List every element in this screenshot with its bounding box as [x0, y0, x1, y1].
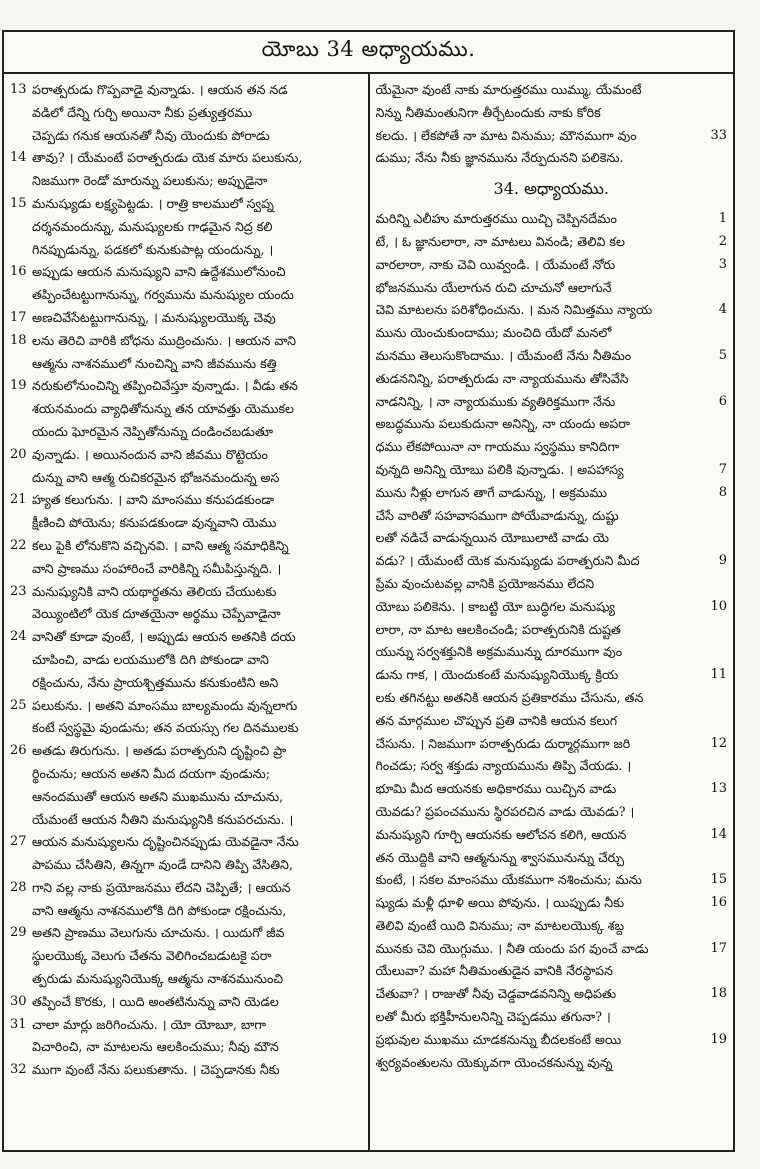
verse-number	[709, 368, 727, 391]
line-text: వడు? । యేమంటే యెక మనుష్యుడు పరాత్పరుని మీద	[375, 553, 640, 569]
text-line	[376, 778, 728, 801]
verse-number	[709, 436, 727, 459]
text-line	[10, 193, 362, 216]
text-line	[10, 809, 362, 832]
line-text: పరాత్పరుడు గొప్పవాడై వున్నాడు. । ఆయన తన నడ	[32, 82, 288, 97]
text-line	[10, 831, 362, 854]
verse-number: 21	[10, 492, 27, 508]
text-line	[10, 512, 362, 535]
verse-number	[10, 900, 32, 923]
line-text: చేసును. । నిజముగా పరాత్పరుడు దుర్మార్గముగా జరి	[375, 735, 631, 751]
text-line	[10, 740, 362, 763]
verse-number	[10, 763, 32, 786]
verse-number	[10, 854, 32, 877]
text-line	[10, 717, 362, 740]
line-text: మును యెంచుకుందాము; మంచిది యేదో మనలో	[375, 325, 612, 341]
page-header	[4, 32, 733, 74]
text-line	[376, 368, 728, 391]
verse-number	[709, 1052, 727, 1075]
verse-number	[709, 641, 727, 664]
text-line	[10, 125, 362, 148]
verse-number: 11	[710, 667, 727, 683]
line-text: కలు పైకి లోనుకొని వచ్చినవి. । వాని ఆత్మ సమాధికిన్ని	[32, 537, 289, 553]
text-line	[10, 79, 362, 102]
text-line	[10, 353, 362, 376]
page-title: యోబు 34 అధ్యాయము.	[261, 37, 476, 61]
text-line	[10, 535, 362, 558]
text-line	[10, 1059, 362, 1082]
verse-number	[709, 687, 727, 710]
verse-number	[10, 717, 32, 740]
text-line	[376, 824, 728, 847]
line-text: వాని ప్రాణము సంహారించే వారికిన్ని సమీపిస్తున్నది. ।	[32, 560, 282, 576]
line-text: లతో మీరు భక్తిహీనులనిన్ని చెప్పడము తగునా? ।	[375, 1009, 611, 1025]
verse-number	[709, 102, 727, 125]
scan-edge	[0, 0, 760, 30]
verse-number	[10, 102, 32, 125]
line-text: అబద్ధమును పలుకుదునా అనిన్ని, నా యందు అపరా	[375, 416, 631, 432]
line-text: డును గాక, । యెందుకంటే మనుష్యునియొక్క క్రియ	[375, 667, 619, 683]
text-line	[376, 664, 728, 687]
chapter-heading: 34. అధ్యాయము.	[493, 179, 609, 199]
text-line	[10, 968, 362, 991]
line-text: కలదు. । లేకపోతే నా మాట వినుము; మౌనముగా వుం	[375, 127, 637, 143]
line-text: తెలివి వుంటే యిది వినుము; నా మాటలయొక్క శబ్ద	[375, 917, 625, 933]
verse-number	[709, 527, 727, 550]
text-line	[376, 960, 728, 983]
line-text: ఆనందముతో ఆయన అతని ముఖమును చూచును,	[32, 788, 284, 804]
line-text: నాడనిన్ని, । నా న్యాయముకు వ్యతిరిక్తముగా నేను	[375, 393, 616, 409]
text-line	[376, 102, 728, 125]
line-text: లతో నడిచే వాడున్నయిన యోబులాటి వాడు యె	[375, 530, 609, 546]
line-text: చెప్పడు గనుక ఆయనతో నీవు యెందుకు పోరాడు	[32, 127, 270, 143]
verse-number: 2	[718, 233, 727, 249]
line-text: తావు? । యేమంటే పరాత్పరుడు యెక మారు పలుకును,	[32, 150, 303, 166]
verse-number: 6	[718, 393, 727, 409]
text-line	[376, 573, 728, 596]
verse-number: 27	[10, 834, 27, 850]
line-text: గినప్పుడున్ను, పడకలో కునుకుపాట్ల యందున్ను, ।	[32, 241, 274, 257]
line-text: మనుష్యునికి వాని యథార్థతను తెలియ చేయుటకు	[32, 583, 277, 599]
line-text: డుము; నేను నీకు జ్ఞానమును నేర్పుదునని పలికెను.	[375, 150, 624, 166]
text-line	[10, 467, 362, 490]
text-line	[10, 444, 362, 467]
verse-number: 26	[10, 743, 27, 759]
text-line	[376, 938, 728, 961]
text-line	[10, 330, 362, 353]
verse-number	[709, 505, 727, 528]
text-line	[376, 596, 728, 619]
line-text: గించడు; సర్వ శక్తుడు న్యాయమును తిప్పి వేయడు. ।	[375, 758, 632, 774]
line-text: నరుకులోనుంచిన్ని తప్పించివేస్తూ వున్నాడు. । వీడు తన	[32, 378, 298, 394]
line-text: టే, । ఓ జ్ఞానులారా, నా మాటలు వినండి; తెలివి కల	[375, 233, 625, 249]
verse-number: 22	[10, 537, 27, 553]
text-line	[10, 307, 362, 330]
text-line	[10, 375, 362, 398]
line-text: యందు ఘోరమైన నెప్పితోనున్ను దండించబడుతూ	[32, 423, 274, 439]
line-text: గాని వల్ల నాకు ప్రయోజనము లేదని చెప్పితే; । ఆయన	[32, 879, 291, 895]
text-line	[10, 1036, 362, 1059]
text-line	[376, 505, 728, 528]
line-text: శ్వర్యవంతులను యెక్కువగా యెంచకనున్ను వున్న	[375, 1054, 613, 1070]
verse-number: 13	[710, 781, 727, 797]
line-text: తప్పించే కొరకు, । యిది అంతటినున్ను వాని యెడల	[32, 993, 279, 1009]
line-text: పాపము చేసితిని, తిన్నగా వుండే దానిని తిప్పి వేసితిని,	[32, 857, 293, 873]
line-text: చేతువా? । రాజుతో నీవు చెడ్డవాడవనిన్ని అధిపతు	[375, 986, 617, 1002]
text-line	[10, 581, 362, 604]
line-text: యేలువా? మహా నీతిమంతుడైన వానికి నేరస్థాపన	[375, 963, 613, 979]
text-line	[10, 261, 362, 284]
line-text: చేసే వారితో సహవాసముగా పోయేవాడున్ను, దుష్టు	[375, 507, 619, 523]
verse-number	[10, 945, 32, 968]
line-text: లారా, నా మాట ఆలకించండి; పరాత్పరునికి దుష్టత	[375, 621, 621, 637]
line-text: తన మార్గముల చొప్పున ప్రతి వానికి ఆయన కలుగ	[375, 712, 618, 728]
verse-number	[10, 649, 32, 672]
line-text: ముగా వుంటే నేను పలుకుతాను. । చెప్పడానకు నీకు	[32, 1062, 280, 1078]
text-line	[10, 398, 362, 421]
verse-number: 9	[718, 553, 727, 569]
verse-number	[709, 619, 727, 642]
text-line	[376, 322, 728, 345]
line-text: వారలారా, నాకు చెవి యివ్వండి. । యేమంటే నోరు	[375, 256, 616, 272]
text-line	[376, 847, 728, 870]
line-text: యేమైనా వుంటే నాకు మారుత్తరము యిమ్ము, యేమంటే	[375, 82, 642, 97]
line-text: యున్ను సర్వశక్తునికి అక్రమమున్ను దూరముగా వుం	[375, 644, 623, 660]
line-text: తన యొద్దికి వాని ఆత్మనున్ను శ్వాసమునున్ను చేర్చు	[375, 849, 625, 865]
text-line	[376, 641, 728, 664]
text-line	[10, 786, 362, 809]
text-line	[376, 299, 728, 322]
line-text: నిన్ను నీతిమంతునిగా తీర్చేటందుకు నాకు కోరిక	[375, 104, 601, 120]
text-line	[10, 991, 362, 1014]
verse-number: 14	[10, 150, 27, 166]
line-text: ఆత్మను నాశనములో నుంచిన్ని వాని జీవమును కత్తి	[32, 355, 277, 371]
text-line	[10, 695, 362, 718]
line-text: మును నీళ్లు లాగున తాగే వాడున్ను, । అక్రమము	[375, 484, 607, 500]
verse-number	[10, 968, 32, 991]
verse-number	[709, 710, 727, 733]
line-text: అణచివేసేటట్టుగానున్ను, । మనుష్యులయొక్క చెవు	[32, 309, 276, 325]
line-text: మనుష్యుని గూర్చి ఆయనకు ఆలోచన కలిగి, ఆయన	[375, 826, 627, 842]
verse-number	[10, 125, 32, 148]
verse-number	[10, 353, 32, 376]
line-text: చూపించి, వాడు లయములోకి దిగి పోకుండా వాని	[32, 651, 269, 667]
line-text: హ్యత కలుగును. । వాని మాంసము కనుపడకుండా	[32, 492, 275, 508]
text-line	[376, 755, 728, 778]
text-line	[10, 421, 362, 444]
line-text: ష్యుడు మళ్లీ ధూళి అయి పోవును. । యిప్పుడు నీకు	[375, 895, 625, 911]
line-text: వున్నది అనిన్ని యోబు పలికి వున్నాడు. । అపహాస్య	[375, 461, 624, 477]
text-line	[376, 550, 728, 573]
text-line	[376, 869, 728, 892]
text-line	[376, 147, 728, 170]
verse-number	[10, 672, 32, 695]
verse-number: 5	[718, 347, 727, 363]
verse-number: 14	[710, 826, 727, 842]
text-line	[376, 413, 728, 436]
line-text: త్పరుడు మనుష్యునియొక్క ఆత్మను నాశనమునుంచి	[32, 971, 284, 987]
verse-number	[10, 1036, 32, 1059]
line-text: భూమి మీద ఆయనకు అధికారము యిచ్చిన వాడు	[375, 781, 617, 797]
line-text: రక్షించును, నేను ప్రాయశ్చిత్తమును కనుకుంటిని అని	[32, 674, 279, 690]
text-line	[10, 147, 362, 170]
text-line	[10, 489, 362, 512]
verse-number: 28	[10, 879, 27, 895]
verse-number: 12	[710, 735, 727, 751]
line-text: ఆయన మనుష్యులను దృష్టించినప్పుడు యెవడైనా నేను	[32, 834, 299, 850]
text-line	[10, 877, 362, 900]
line-text: వడిలో దేన్ని గుర్చి అయినా నీకు ప్రత్యుత్తరము	[32, 104, 253, 120]
text-line	[10, 763, 362, 786]
text-line	[10, 102, 362, 125]
text-line	[376, 436, 728, 459]
text-line	[376, 231, 728, 254]
verse-number	[709, 960, 727, 983]
text-line	[376, 482, 728, 505]
line-text: చెవి మాటలను పరిశోధించును. । మన నిమిత్తము న్యాయ	[375, 302, 653, 318]
verse-number: 32	[10, 1062, 27, 1078]
line-text: మరిన్ని ఎలీహు మారుత్తరము యిచ్చి చెప్పినదేమం	[375, 211, 617, 227]
verse-number	[10, 512, 32, 535]
line-text: అతడు తిరుగును. । అతడు పరాత్పరుని దృష్టించి ప్రా	[32, 743, 287, 759]
text-line	[376, 1029, 728, 1052]
text-line	[10, 284, 362, 307]
text-line	[10, 239, 362, 262]
line-text: పలుకును. । అతని మాంసము బాల్యమందు వున్నలాగు	[32, 697, 298, 713]
text-line	[10, 649, 362, 672]
text-line	[376, 983, 728, 1006]
right-column-continuation	[376, 79, 728, 170]
verse-number: 30	[10, 993, 27, 1009]
verse-number: 4	[718, 302, 727, 318]
verse-number: 16	[710, 895, 727, 911]
verse-number: 16	[10, 264, 27, 280]
line-text: యెవడు? ప్రపంచమును స్థిరపరచిన వాడు యెవడు? ।	[375, 803, 635, 819]
verse-number	[10, 467, 32, 490]
verse-number: 10	[710, 598, 727, 614]
line-text: శయనమందు వ్యాధితోనున్ను తన యావత్తు యెముకల	[32, 401, 294, 417]
verse-number: 31	[10, 1016, 27, 1032]
verse-number	[709, 277, 727, 300]
line-text: దర్శనమందున్ను, మనుష్యులకు గాఢమైన నిద్ర కలి	[32, 218, 273, 234]
text-line	[376, 391, 728, 414]
verse-number	[709, 147, 727, 170]
text-line	[376, 892, 728, 915]
text-line	[376, 208, 728, 231]
text-line	[10, 1014, 362, 1037]
line-text: తుడననిన్ని, పరాత్పరుడు నా న్యాయమును తోసివేసి	[375, 370, 629, 386]
text-line	[10, 626, 362, 649]
verse-number: 19	[710, 1031, 727, 1047]
verse-number: 20	[10, 446, 27, 462]
line-text: లకు తగినట్టు అతనికి ఆయన ప్రతికారము చేసును, తన	[375, 689, 644, 705]
verse-number	[10, 398, 32, 421]
line-text: ప్రభువుల ముఖము చూడకనున్ను బీదలకంటే అయి	[375, 1031, 622, 1047]
verse-number	[10, 603, 32, 626]
text-line	[376, 527, 728, 550]
line-text: యేమంటే ఆయన నీతిని మనుష్యునికి కనుపరచును. ।	[32, 811, 294, 827]
verse-number: 3	[718, 256, 727, 272]
line-text: మనుష్యుడు లక్ష్యపెట్టడు. । రాత్రి కాలములో స్వప్న	[32, 195, 274, 211]
line-text: క్షీణించి పోయెను; కనుపడకుండా వున్నవాని యెము	[32, 515, 277, 531]
verse-number	[709, 79, 727, 102]
verse-number: 23	[10, 583, 27, 599]
line-text: యోబు పలికెను. । కాబట్టి యో బుద్ధిగల మనుష్యు	[375, 598, 616, 614]
line-text: ప్రేమ వుంచుటవల్ల వానికి ప్రయోజనము లేదని	[375, 575, 595, 591]
verse-number	[10, 809, 32, 832]
line-text: భోజనమును యేలాగున రుచి చూచునో ఆలాగునే	[375, 279, 612, 295]
verse-number: 1	[718, 211, 727, 227]
verse-number: 19	[10, 378, 27, 394]
verse-number: 29	[10, 925, 27, 941]
verse-number: 15	[10, 195, 27, 211]
text-line	[376, 1006, 728, 1029]
verse-number: 15	[710, 872, 727, 888]
line-text: కంటే స్వస్థమై వుండును; తన వయస్సు గల దినములకు	[32, 720, 299, 736]
text-line	[376, 345, 728, 368]
text-line	[10, 672, 362, 695]
line-text: నిజముగా రెండో మారున్ను పలుకును; అప్పుడైనా	[32, 173, 268, 189]
line-text: ధము లేకపోయినా నా గాయము స్వస్థము కానిదిగా	[375, 439, 620, 455]
line-text: మనము తెలుసుకొందాము. । యేమంటే నేను నీతిమం	[375, 347, 632, 363]
verse-number	[709, 413, 727, 436]
text-line	[376, 254, 728, 277]
text-line	[10, 558, 362, 581]
text-line	[376, 125, 728, 148]
text-line	[10, 900, 362, 923]
text-line	[10, 854, 362, 877]
verse-number: 24	[10, 629, 27, 645]
line-text: అతని ప్రాణము వెలుగును చూచును. । యిదుగో జీవ	[32, 925, 285, 941]
text-line	[376, 733, 728, 756]
verse-number	[10, 284, 32, 307]
verse-number: 33	[710, 127, 727, 143]
line-text: తప్పించేటట్టుగానున్ను, గర్వమును మనుష్యుల యందు	[32, 287, 294, 303]
line-text: వెయ్యింటిలో యెక దూతయైనా అర్థము చెప్పేవాడైనా	[32, 606, 281, 622]
text-line	[10, 603, 362, 626]
line-text: విచారించి, నా మాటలను ఆలకించుము; నీవు మౌన	[32, 1039, 279, 1055]
line-text: అప్పుడు ఆయన మనుష్యుని వాని ఉద్దేశములోనుంచి	[32, 264, 286, 280]
verse-number	[10, 786, 32, 809]
verse-number	[709, 915, 727, 938]
verse-number: 17	[710, 940, 727, 956]
line-text: మునకు చెవి యొగ్గుము. । నీతి యందు పగ వుంచే వాడు	[375, 940, 649, 956]
text-line	[376, 277, 728, 300]
line-text: వానితో కూడా వుంటే, । అప్పుడు ఆయన అతనికి దయ	[32, 629, 296, 645]
verse-number	[10, 421, 32, 444]
two-column-body	[4, 74, 733, 1150]
text-line	[376, 710, 728, 733]
line-text: లను తెరిచి వారికి బోధను ముద్రించును. । ఆయన వాని	[32, 332, 296, 348]
verse-number	[709, 755, 727, 778]
verse-number	[709, 847, 727, 870]
line-text: వున్నాడు. । అయినందున వాని జీవము రొట్టెయం	[32, 446, 268, 462]
text-line	[10, 216, 362, 239]
verse-number	[10, 170, 32, 193]
verse-number: 7	[718, 461, 727, 477]
text-line	[376, 619, 728, 642]
verse-number	[10, 239, 32, 262]
bible-page	[2, 30, 735, 1152]
verse-number: 8	[718, 484, 727, 500]
text-line	[10, 922, 362, 945]
verse-number	[10, 216, 32, 239]
verse-number	[709, 801, 727, 824]
text-line	[376, 915, 728, 938]
verse-number: 17	[10, 309, 27, 325]
text-line	[10, 170, 362, 193]
line-text: చాలా మార్లు జరిగించును. । యో యోబూ, బాగా	[32, 1016, 267, 1032]
line-text: కుంటే, । సకల మాంసము యేకముగా నశించును; మను	[375, 872, 642, 888]
verse-number	[10, 558, 32, 581]
verse-number	[709, 573, 727, 596]
right-column	[370, 74, 734, 1150]
line-text: ర్థించును; ఆయన అతని మీద దయగా వుండును;	[32, 765, 271, 781]
line-text: వాని ఆత్మను నాశనములోకి దిగి పోకుండా రక్షించును,	[32, 902, 287, 918]
text-line	[376, 687, 728, 710]
line-text: స్థులయొక్క వెలుగు చేతను వెలిగించబడుటకై పరా	[32, 948, 272, 964]
verse-number: 13	[10, 82, 27, 97]
text-line	[376, 79, 728, 102]
verse-number: 18	[10, 332, 27, 348]
text-line	[376, 1052, 728, 1075]
left-column	[4, 74, 370, 1150]
text-line	[10, 945, 362, 968]
text-line	[376, 459, 728, 482]
verse-number	[709, 1006, 727, 1029]
chapter-34-text	[376, 208, 728, 1074]
verse-number: 18	[710, 986, 727, 1002]
line-text: దున్ను వాని ఆత్మ రుచికరమైన భోజనమందున్న అస	[32, 469, 280, 485]
text-line	[376, 801, 728, 824]
verse-number: 25	[10, 697, 27, 713]
verse-number	[709, 322, 727, 345]
